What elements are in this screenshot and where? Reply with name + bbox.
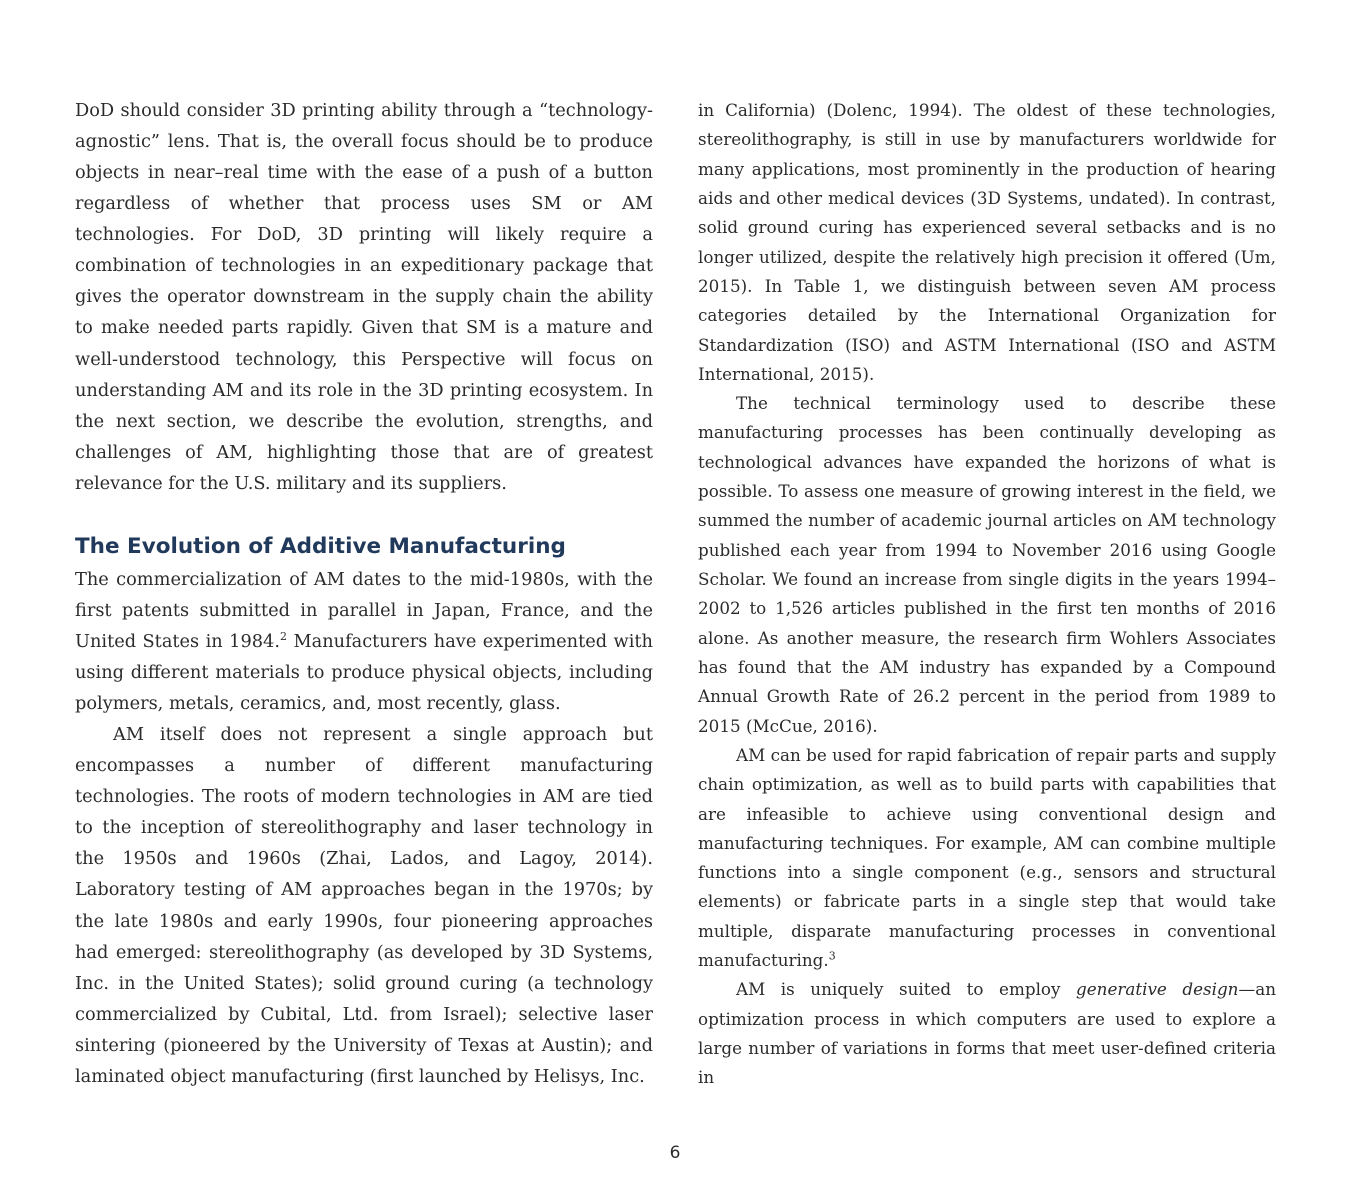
- paragraph-text: AM can be used for rapid fabrication of repair parts and supply chain optimization, as well as to build parts with capabilities that are infeasible to achieve using conventional design and manufacturing techniques. For example, AM can combine multiple functions into a single component (e.g., sensors and structural elements) or fabricate parts in a single step that would take multiple, disparate manufacturing processes in conventional manufacturing.: [698, 744, 1276, 971]
- page-number: 6: [669, 1143, 681, 1163]
- footnote-marker[interactable]: 2: [280, 630, 287, 644]
- body-paragraph: DoD should consider 3D printing ability through a “technology-agnostic” lens. That is, the overall focus should be to produce objects in near–real time with the ease of a push of a button regardless of whether that process uses SM or AM technologies. For DoD, 3D printing will likely require a combination of technologies in an expeditionary package that gives the operator downstream in the supply chain the ability to make needed parts rapidly. Given that SM is a mature and well-understood technology, this Perspective will focus on understanding AM and its role in the 3D printing ecosystem. In the next section, we describe the evolution, strengths, and challenges of AM, highlighting those that are of greatest relevance for the U.S. military and its suppliers.: [75, 101, 653, 494]
- left-column: [75, 96, 653, 1093]
- body-paragraph: in California) (Dolenc, 1994). The oldest of these technologies, stereolithography, is still in use by manufacturers worldwide for many applications, most prominently in the production of hearing aids and other medical devices (3D Systems, undated). In contrast, solid ground curing has experienced several setbacks and is no longer utilized, despite the relatively high precision it offered (Um, 2015). In Table 1, we distinguish between seven AM process categories detailed by the International Organization for Standardization (ISO) and ASTM International (ISO and ASTM International, 2015).: [698, 100, 1276, 384]
- body-paragraph: AM itself does not represent a single approach but encompasses a number of different manufacturing technologies. The roots of modern technologies in AM are tied to the inception of stereolithography and laser technology in the 1950s and 1960s (Zhai, Lados, and Lagoy, 2014). Laboratory testing of AM approaches began in the 1970s; by the late 1980s and early 1990s, four pioneering approaches had emerged: stereolithography (as developed by 3D Systems, Inc. in the United States); solid ground curing (a technology commercialized by Cubital, Ltd. from Israel); selective laser sintering (pioneered by the University of Texas at Austin); and laminated object manufacturing (first launched by Helisys, Inc.: [75, 725, 653, 1087]
- paragraph-text: AM is uniquely suited to employ: [736, 979, 1077, 1000]
- paragraph-text: Manufacturers have experimented with using different materials to produce physical objects, including polymers, metals, ceramics, and, most recently, glass.: [75, 631, 653, 715]
- right-column: [698, 96, 1276, 1093]
- body-paragraph: The technical terminology used to describe these manufacturing processes has been continually developing as technological advances have expanded the horizons of what is possible. To assess one measure of growing interest in the field, we summed the number of academic journal articles on AM technology published each year from 1994 to November 2016 using Google Scholar. We found an increase from single digits in the years 1994–2002 to 1,526 articles published in the first ten months of 2016 alone. As another measure, the research firm Wohlers Associates has found that the AM industry has expanded by a Compound Annual Growth Rate of 26.2 percent in the period from 1989 to 2015 (McCue, 2016).: [698, 393, 1276, 736]
- body-paragraph: [698, 975, 1276, 1092]
- footnote-marker[interactable]: 3: [828, 949, 836, 963]
- section-heading: The Evolution of Additive Manufacturing: [75, 533, 566, 559]
- body-paragraph: [75, 565, 653, 720]
- emphasis-term: generative design: [1076, 979, 1239, 1000]
- body-paragraph: [698, 741, 1276, 976]
- paragraph-text: —an optimization process in which computers are used to explore a large number of variations in forms that meet user-defined criteria in: [698, 979, 1277, 1088]
- paragraph-text: The commercialization of AM dates to the mid-1980s, with the first patents submitted in parallel in Japan, France, and the United States in 1984.: [75, 569, 653, 652]
